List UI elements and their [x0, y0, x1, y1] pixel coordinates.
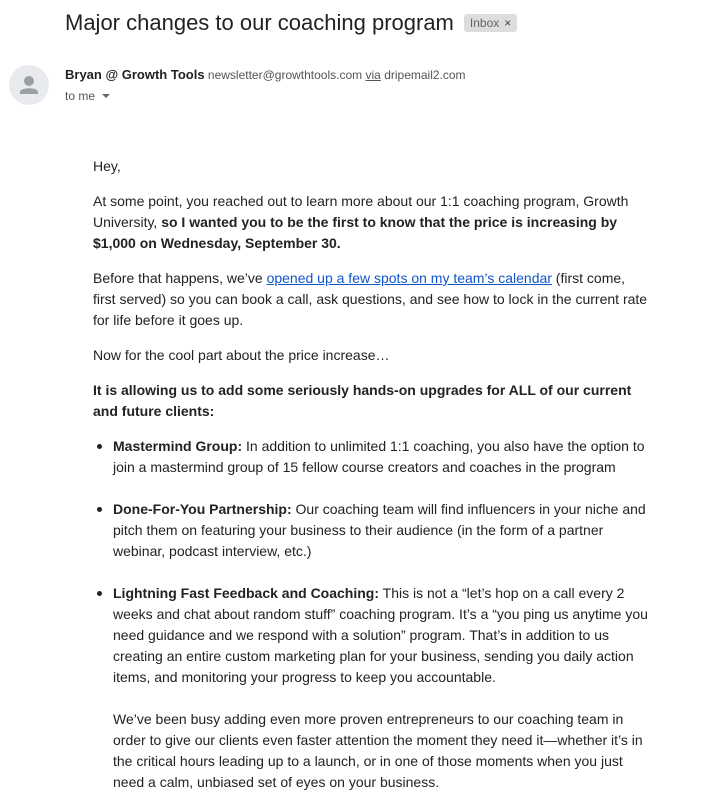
paragraph-price-increase — [93, 191, 649, 254]
via-domain: dripemail2.com — [384, 68, 466, 82]
paragraph-upgrades — [93, 380, 649, 422]
email-header — [65, 10, 517, 36]
list-item — [113, 583, 649, 793]
close-icon[interactable]: × — [504, 16, 512, 30]
recipient-toggle[interactable] — [65, 89, 110, 103]
list-item — [113, 436, 649, 478]
list-item-text: Our coaching team will find influencers in your niche and pitch them on featuring your business to their audience (in the form of a partner webinar, podcast interview, etc.) — [113, 501, 646, 559]
chevron-down-icon[interactable] — [102, 94, 110, 98]
sender-email: newsletter@growthtools.com — [207, 68, 363, 82]
paragraph-cool-part: Now for the cool part about the price increase… — [93, 347, 390, 363]
email-subject: Major changes to our coaching program — [65, 10, 454, 35]
list-item-title: Done-For-You Partnership: — [113, 501, 292, 517]
paragraph-bold-text: It is allowing us to add some seriously hands-on upgrades for ALL of our current and future clients: — [93, 382, 632, 419]
list-item-title: Mastermind Group: — [113, 438, 243, 454]
list-item — [113, 499, 649, 562]
upgrades-list — [113, 436, 649, 793]
email-body — [93, 156, 649, 806]
list-item-text: In addition to unlimited 1:1 coaching, you also have the option to join a mastermind group of 15 fellow course creators and coaches in the program — [113, 438, 645, 475]
sender-name[interactable]: Bryan @ Growth Tools — [65, 67, 205, 82]
via-link[interactable]: via — [365, 68, 381, 82]
paragraph-text: Before that happens, we’ve — [93, 270, 267, 286]
calendar-link[interactable]: opened up a few spots on my team’s calendar — [266, 270, 552, 286]
avatar[interactable] — [9, 65, 49, 105]
sender-line — [65, 67, 466, 82]
label-chip-inbox[interactable] — [464, 14, 517, 32]
person-icon — [9, 65, 49, 105]
greeting: Hey, — [93, 158, 121, 174]
paragraph-text: At some point, you reached out to learn more about our 1:1 coaching program, Growth University, — [93, 193, 629, 230]
paragraph-bold-text: so I wanted you to be the first to know that the price is increasing by $1,000 on Wednesday, September 30. — [93, 214, 618, 251]
paragraph-calendar — [93, 268, 649, 331]
list-item-title: Lightning Fast Feedback and Coaching: — [113, 585, 380, 601]
label-chip-text: Inbox — [469, 16, 500, 30]
list-item-text: This is not a “let’s hop on a call every 2 weeks and chat about random stuff” coaching program. It’s a “you ping us anytime you need guidance and we respond with a solution” program. That’s in addition to us creating an entire custom marketing plan for your business, sending you daily action items, and monitoring your progress to keep you accountable. — [113, 585, 648, 685]
recipient-label: to me — [65, 89, 96, 103]
paragraph-text: (first come, first served) so you can book a call, ask questions, and see how to lock in the current rate for life before it goes up. — [93, 270, 648, 328]
list-item-extra: We’ve been busy adding even more proven entrepreneurs to our coaching team in order to give our clients even faster attention the moment they need it—whether it’s in the critical hours leading up to a launch, or in one of those moments when you just need a calm, unbiased set of eyes on your business. — [113, 711, 643, 790]
